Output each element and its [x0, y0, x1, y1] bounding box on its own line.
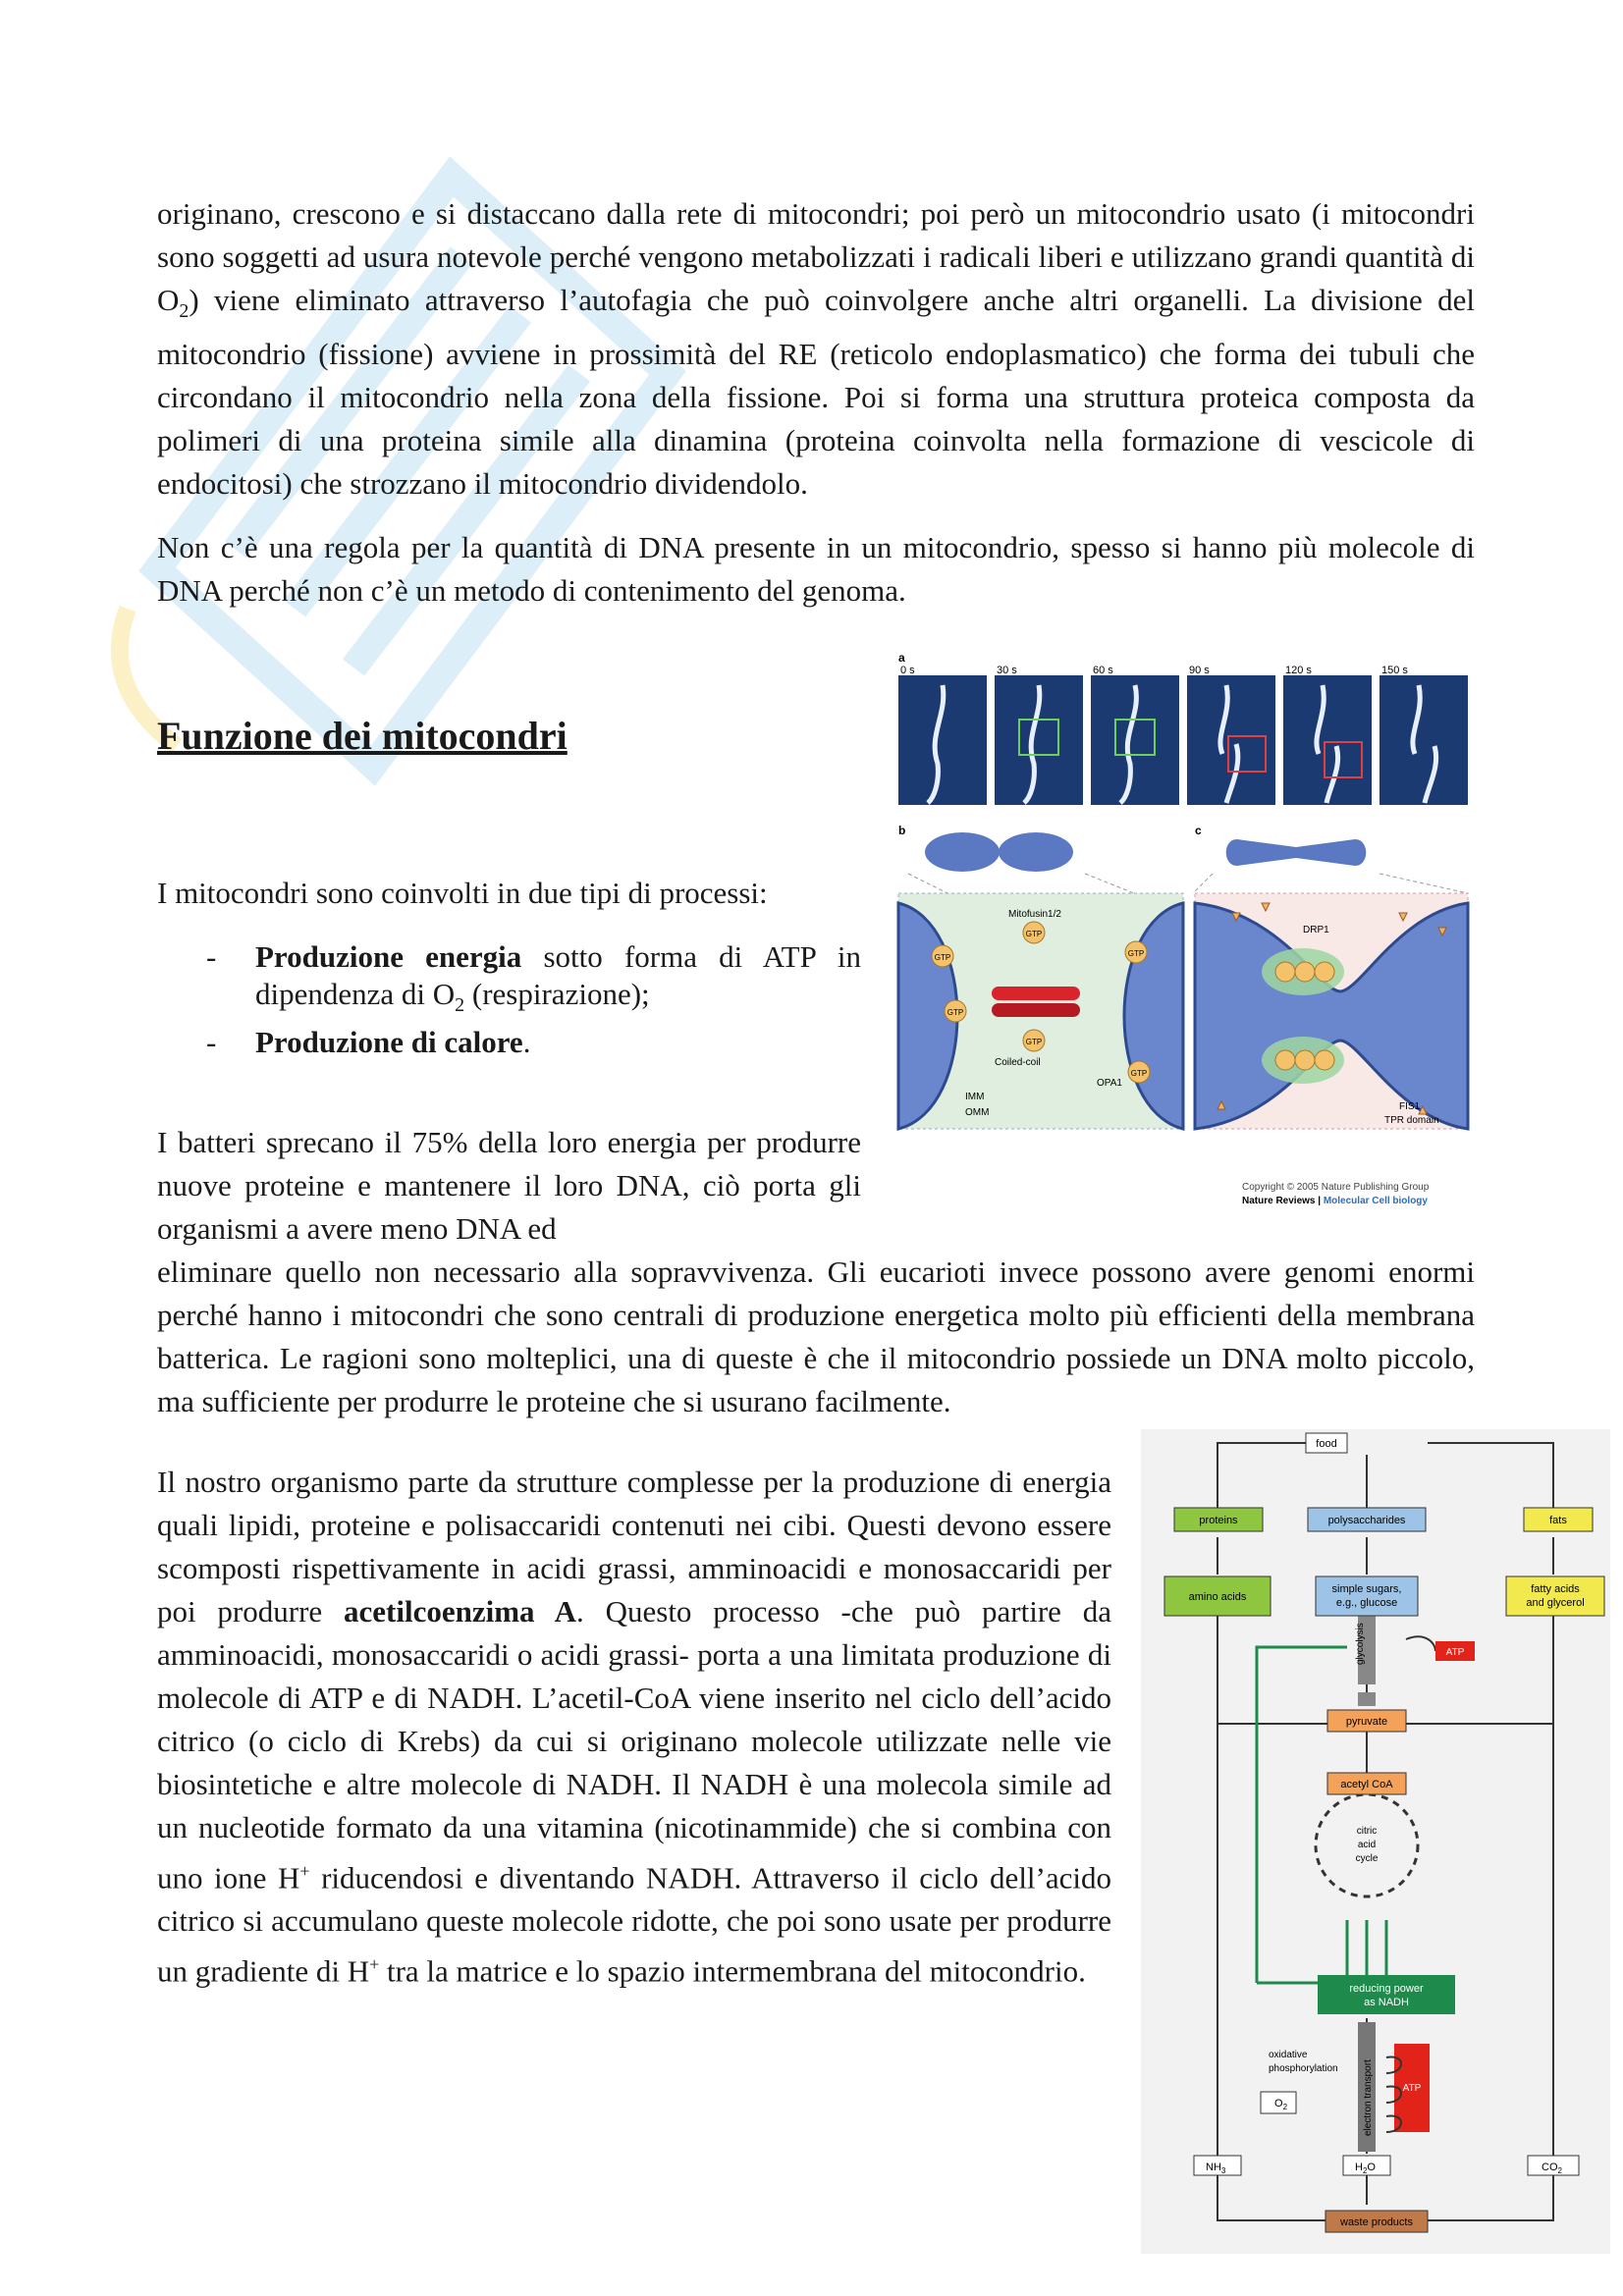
waste-products-label: waste products	[1340, 2216, 1413, 2228]
panel-a-label: a	[898, 651, 905, 665]
nh3-text: NH	[1206, 2162, 1221, 2173]
time-label: 30 s	[997, 665, 1017, 676]
metabolism-figure-svg	[1141, 1429, 1610, 2254]
text-run: riducendosi e diventando NADH. Attraverso il ciclo dell’acido citrico si accumulano queste molecole ridotte, che poi sono usate per produrre un gradiente di H	[157, 1860, 1111, 1989]
time-label: 120 s	[1285, 665, 1312, 676]
text-run: sotto forma di ATP in dipendenza di O	[255, 939, 861, 1011]
atp-label: ATP	[1445, 1647, 1465, 1658]
amino-acids-label: amino acids	[1188, 1591, 1247, 1603]
text-run: ) viene eliminato attraverso l’autofagia che può coinvolgere anche altri organelli. La divisione del mitocondrio (fissione) avviene in prossimità del RE (reticolo endoplasmatico) che forma dei tubuli che circondano il mitocondrio nella zona della fissione. Poi si forma una struttura proteica composta da polimeri di una proteina simile alla dinamina (proteina coinvolta nella formazione di vescicole di endocitosi) che strozzano il mitocondrio dividendolo.	[157, 283, 1475, 502]
o2-sub: 2	[1282, 2103, 1288, 2111]
nh3-sub: 3	[1220, 2166, 1226, 2175]
opa1-label: OPA1	[1097, 1078, 1122, 1089]
simple-sugars-label: e.g., glucose	[1335, 1597, 1398, 1609]
subscript: 2	[179, 300, 189, 323]
list-item	[157, 1024, 861, 1061]
time-label: 60 s	[1093, 665, 1113, 676]
fatty-acids-box	[1506, 1576, 1604, 1616]
electron-transport-label: electron transport	[1363, 2059, 1374, 2136]
co2-text: CO	[1542, 2162, 1558, 2173]
fatty-acids-label: fatty acids	[1531, 1583, 1580, 1595]
text-run: . Questo processo -che può partire da amminoacidi, monosaccaridi o acidi grassi- porta a una limitata produzione di molecole di ATP e di NADH. L’acetil-CoA viene inserito nel ciclo dell’acido citrico (o ciclo di Krebs) da cui si originano molecole utilizzate nelle vie biosintetiche e altre molecole di NADH. Il NADH è una molecola simile ad un nucleotide formato da una vitamina (nicotinammide) che si combina con uno ione H	[157, 1594, 1112, 1896]
cycle-label: acid	[1357, 1840, 1377, 1850]
imm-label: IMM	[965, 1092, 985, 1102]
section-title: Funzione dei mitocondri	[157, 714, 568, 758]
proteins-label: proteins	[1199, 1515, 1238, 1526]
gtp-label: GTP	[947, 1008, 964, 1017]
copyright-line: Copyright © 2005 Nature Publishing Group	[1242, 1182, 1430, 1193]
fats-label: fats	[1549, 1515, 1567, 1526]
mitofusin-label: Mitofusin1/2	[1008, 909, 1061, 920]
superscript: +	[299, 1861, 310, 1881]
gtp-label: GTP	[1025, 930, 1043, 938]
time-label: 150 s	[1381, 665, 1408, 676]
polysaccharides-label: polysaccharides	[1327, 1515, 1406, 1526]
co2-sub: 2	[1557, 2166, 1562, 2175]
simple-sugars-label: simple sugars,	[1331, 1583, 1402, 1595]
figure-mitochondrial-dynamics	[889, 648, 1478, 1217]
timelapse-frame	[1380, 675, 1468, 805]
nadh-label: reducing power	[1349, 1983, 1424, 1995]
fusion-diagram	[898, 832, 1183, 1129]
fission-diagram	[1193, 839, 1468, 1129]
list-item	[157, 938, 861, 1024]
coiled-coil-label: Coiled-coil	[995, 1057, 1041, 1068]
process-list	[157, 938, 861, 1061]
h2o-text: O	[1367, 2162, 1376, 2173]
processes-intro: I mitocondri sono coinvolti in due tipi di processi:	[157, 876, 768, 910]
panel-b-label: b	[898, 824, 906, 837]
o2-text: O	[1274, 2098, 1283, 2109]
text-run: tra la matrice e lo spazio intermembrana del mitocondrio.	[379, 1953, 1086, 1989]
fis1-label: FIS1	[1399, 1101, 1421, 1112]
bullet-bold: Produzione di calore	[255, 1025, 523, 1060]
glycolysis-label: glycolysis	[1355, 1623, 1366, 1665]
panel-c-label: c	[1195, 824, 1202, 837]
drp1-label: DRP1	[1303, 925, 1329, 935]
figure-metabolic-pathway	[1141, 1429, 1610, 2254]
time-label: 0 s	[900, 665, 915, 676]
omm-label: OMM	[965, 1107, 990, 1118]
paragraph-bacteria-part1: I batteri sprecano il 75% della loro energia per produrre nuove proteine e mantenere il loro DNA, ciò porta gli organismi a avere meno DNA ed	[157, 1125, 861, 1246]
superscript: +	[369, 1954, 380, 1975]
gtp-label: GTP	[1130, 1069, 1148, 1078]
atp-label: ATP	[1402, 2083, 1422, 2094]
paragraph-dna: Non c’è una regola per la quantità di DNA presente in un mitocondrio, spesso si hanno più molecole di DNA perché non c’è un metodo di contenimento del genoma.	[157, 530, 1475, 608]
pyruvate-label: pyruvate	[1345, 1716, 1388, 1728]
text-run: (respirazione);	[464, 977, 650, 1011]
bullet-dash: -	[206, 1025, 217, 1060]
journal-name: Molecular Cell biology	[1323, 1196, 1428, 1206]
bullet-bold: Produzione energia	[255, 939, 522, 974]
text-run: originano, crescono e si distaccano dalla rete di mitocondri; poi però un mitocondrio usato (i mitocondri sono soggetti ad usura notevole perché vengono metabolizzati i radicali liberi e utilizzano grandi quantità di O	[157, 196, 1475, 317]
oxphos-label: oxidative	[1269, 2050, 1308, 2060]
h2o-sub: 2	[1362, 2166, 1368, 2175]
acetyl-coa-label: acetyl CoA	[1340, 1779, 1393, 1790]
bullet-dash: -	[206, 939, 217, 974]
mito-figure-svg	[889, 648, 1478, 1217]
h2o-text: H	[1355, 2162, 1363, 2173]
cycle-label: cycle	[1355, 1853, 1379, 1864]
journal-prefix: Nature Reviews |	[1242, 1196, 1324, 1206]
bold-term: acetilcoenzima A	[344, 1594, 577, 1629]
paragraph-fission	[157, 192, 1475, 506]
gtp-label: GTP	[934, 953, 951, 962]
text-run: .	[522, 1025, 531, 1060]
paragraph-bacteria-part2: eliminare quello non necessario alla sopravvivenza. Gli eucarioti invece possono avere genomi enormi perché hanno i mitocondri che sono centrali di produzione energetica molto più efficienti della membrana batterica. Le ragioni sono molteplici, una di queste è che il mitocondrio possiede un DNA molto piccolo, ma sufficiente per produrre le proteine che si usurano facilmente.	[157, 1255, 1475, 1418]
oxphos-label: phosphorylation	[1269, 2063, 1338, 2074]
fatty-acids-label: and glycerol	[1526, 1597, 1585, 1609]
nadh-box	[1318, 1975, 1455, 2014]
paragraph-organism	[157, 1461, 1111, 1994]
tpr-label: TPR domain	[1384, 1115, 1439, 1126]
gtp-label: GTP	[1127, 949, 1145, 958]
timelapse-strip	[898, 675, 1468, 805]
subscript: 2	[455, 994, 465, 1017]
nadh-label: as NADH	[1364, 1997, 1409, 2008]
timelapse-frame	[1283, 675, 1372, 805]
food-label: food	[1316, 1438, 1337, 1450]
text-run: Il nostro organismo parte da strutture complesse per la produzione di energia quali lipidi, proteine e polisaccaridi contenuti nei cibi. Questi devono essere scomposti rispettivamente in acidi grassi, amminoacidi e monosaccaridi per poi produrre	[157, 1465, 1111, 1629]
journal-line	[1242, 1196, 1428, 1206]
time-label: 90 s	[1189, 665, 1210, 676]
gtp-label: GTP	[1025, 1038, 1043, 1046]
simple-sugars-box	[1316, 1576, 1418, 1616]
cycle-label: citric	[1356, 1826, 1378, 1837]
